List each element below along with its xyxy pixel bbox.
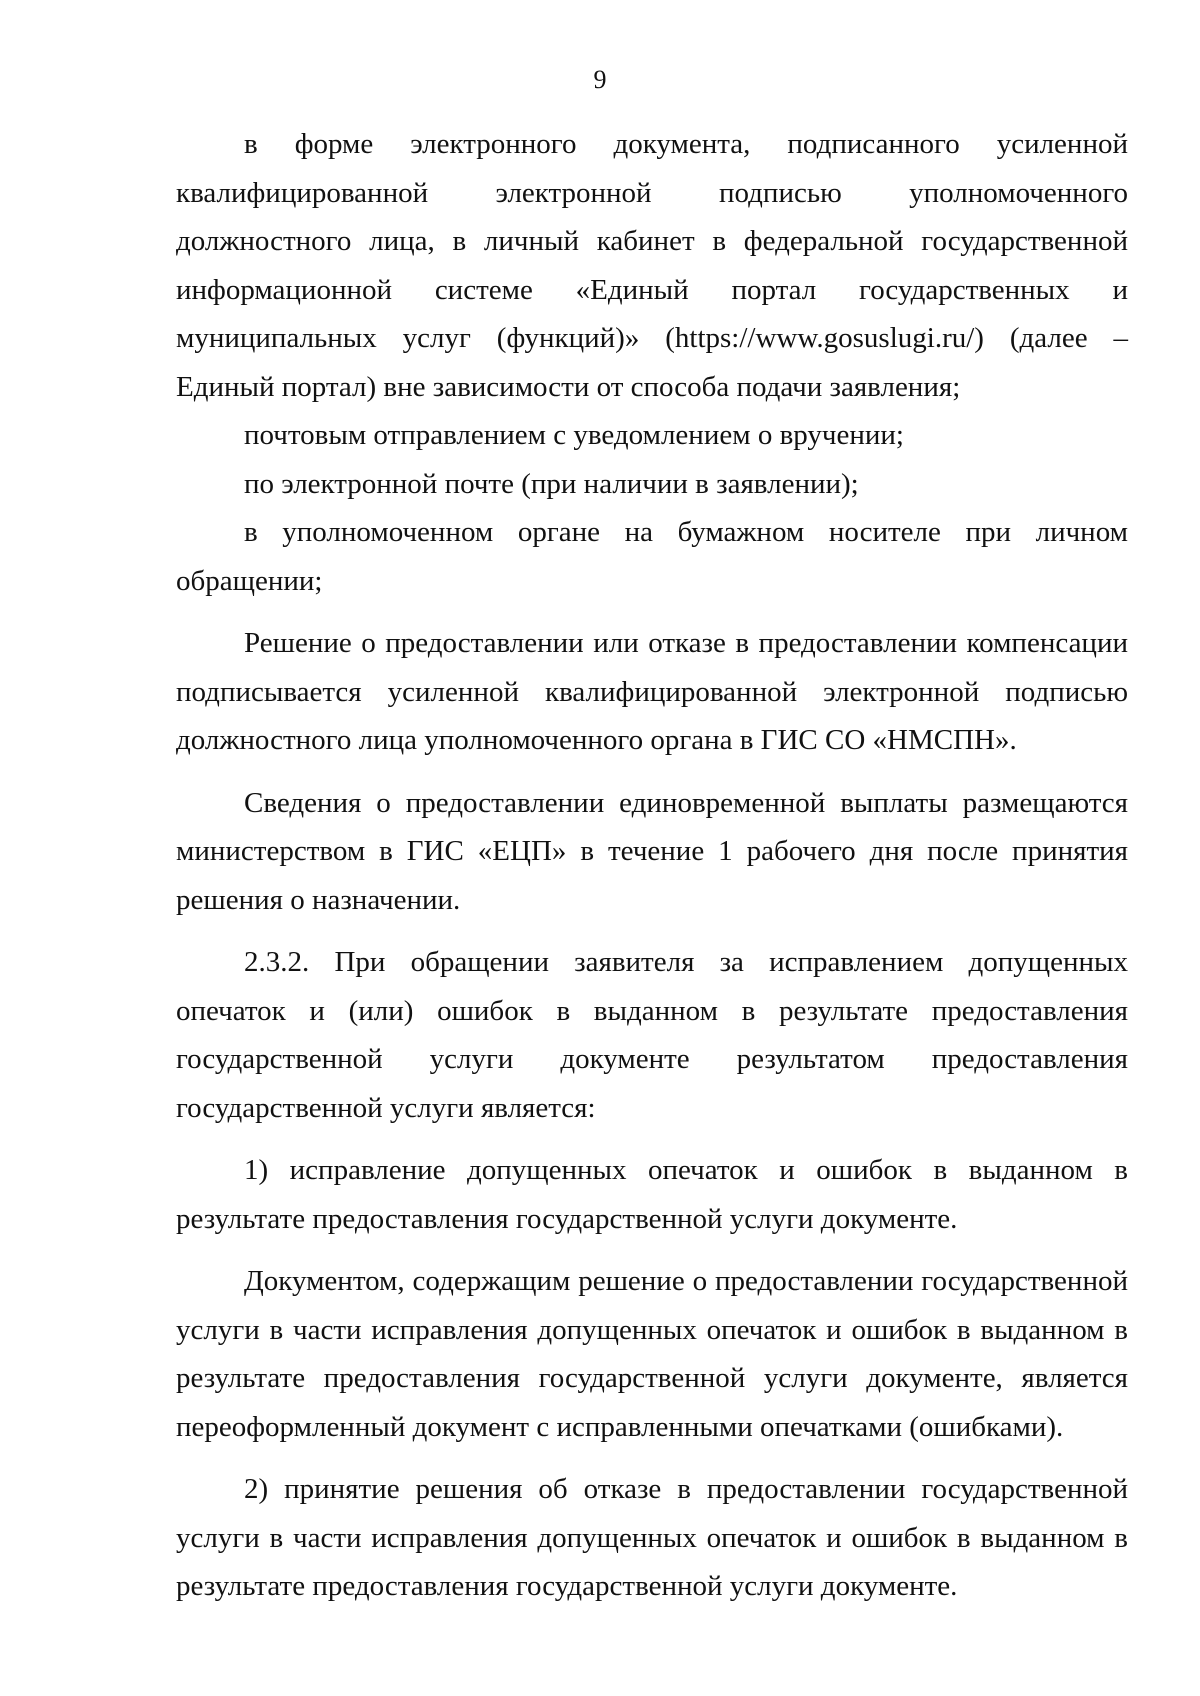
paragraph-corrected-document: Документом, содержащим решение о предоставлении государственной услуги в части исправления допущенных опечаток и ошибок в выданном в результате предоставления государственной услуги документе, является переоформленный документ с исправленными опечатками (ошибками). <box>176 1265 1128 1443</box>
paragraph-paper-delivery: в уполномоченном органе на бумажном носителе при личном обращении; <box>176 516 1128 597</box>
page-number: 9 <box>593 65 607 94</box>
document-body <box>176 120 1128 1611</box>
paragraph-section-2-3-2: 2.3.2. При обращении заявителя за исправлением допущенных опечаток и (или) ошибок в выданном в результате предоставления государственной услуги документе результатом предоставления государственной услуги является: <box>176 946 1128 1124</box>
paragraph-decision-signing: Решение о предоставлении или отказе в предоставлении компенсации подписывается усиленной квалифицированной электронной подписью должностного лица уполномоченного органа в ГИС СО «НМСПН». <box>176 627 1128 756</box>
paragraph-electronic-form: в форме электронного документа, подписанного усиленной квалифицированной электронной подписью уполномоченного должностного лица, в личный кабинет в федеральной государственной информационной системе «Единый портал государственных и муниципальных услуг (функций)» (https://www.gosuslugi.ru/) (далее – Единый портал) вне зависимости от способа подачи заявления; <box>176 128 1128 403</box>
paragraph-item-1: 1) исправление допущенных опечаток и ошибок в выданном в результате предоставления государственной услуги документе. <box>176 1154 1128 1235</box>
paragraph-item-2: 2) принятие решения об отказе в предоставлении государственной услуги в части исправления допущенных опечаток и ошибок в выданном в результате предоставления государственной услуги документе. <box>176 1473 1128 1602</box>
paragraph-email-delivery: по электронной почте (при наличии в заявлении); <box>244 467 859 500</box>
paragraph-payment-info: Сведения о предоставлении единовременной выплаты размещаются министерством в ГИС «ЕЦП» в течение 1 рабочего дня после принятия решения о назначении. <box>176 786 1128 916</box>
paragraph-postal-delivery: почтовым отправлением с уведомлением о вручении; <box>244 419 904 451</box>
